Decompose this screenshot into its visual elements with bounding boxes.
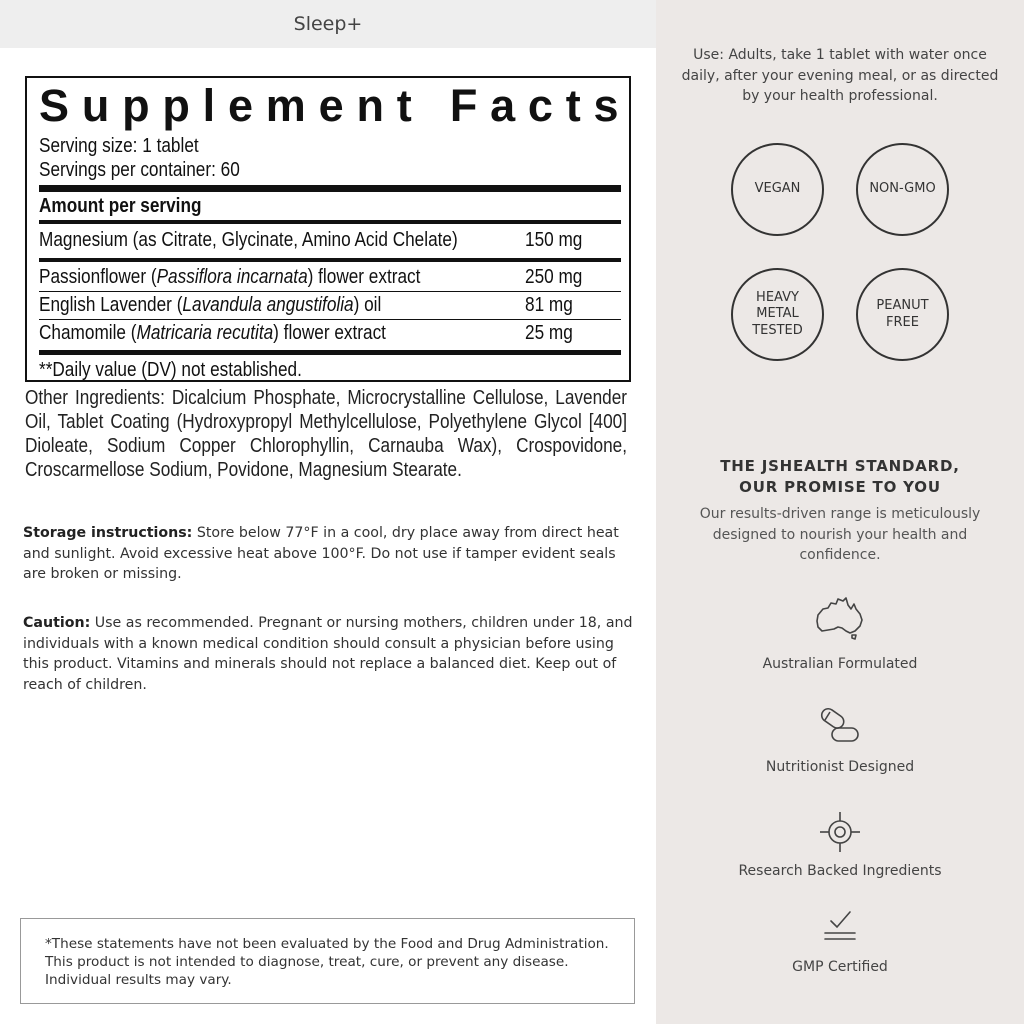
feature-label-research-backed: Research Backed Ingredients: [738, 863, 942, 879]
ingredient-name: Passionflower (Passiflora incarnata) flower extract: [39, 266, 421, 288]
usage-directions: Use: Adults, take 1 tablet with water once daily, after your evening meal, or as directed by your health professional.: [681, 47, 999, 104]
feature-label-nutritionist-designed: Nutritionist Designed: [765, 759, 915, 775]
disclaimer-text: *These statements have not been evaluated by the Food and Drug Administration. This product is not intended to diagnose, treat, cure, or prevent any disease. Individual results may vary.: [45, 936, 609, 988]
caution-body: Use as recommended. Pregnant or nursing mothers, children under 18, and individuals with a known medical condition should consult a physician before using this product. Vitamins and minerals should not replace a balanced diet. Keep out of reach of children.: [23, 615, 633, 693]
standard-title: THE JSHEALTH STANDARD, OUR PROMISE TO YOU: [720, 457, 960, 496]
ingredient-amount: 150 mg: [525, 229, 583, 251]
caution-text: [23, 613, 633, 695]
caution-label: Caution:: [23, 615, 91, 631]
badge-label: HEAVY METAL TESTED: [752, 289, 803, 338]
divider-thick: [39, 185, 621, 192]
feature-label-australian-formulated: Australian Formulated: [762, 656, 918, 672]
checkmark-icon: [820, 908, 860, 944]
ingredient-amount: 250 mg: [525, 266, 583, 288]
ingredient-row: [39, 264, 617, 291]
ingredient-name: Chamomile (Matricaria recutita) flower extract: [39, 322, 386, 344]
supplement-facts-panel: [25, 76, 631, 382]
ingredient-name: Magnesium (as Citrate, Glycinate, Amino Acid Chelate): [39, 229, 458, 251]
divider-medium: [39, 258, 621, 262]
servings-per-container: Servings per container: 60: [39, 159, 240, 181]
non-gmo-badge: [856, 143, 949, 236]
ingredient-name: English Lavender (Lavandula angustifolia) oil: [39, 294, 382, 316]
heavy-metal-tested-badge: [731, 268, 824, 361]
badge-label: PEANUT FREE: [876, 298, 929, 330]
header-bar: [0, 0, 656, 48]
badge-label: VEGAN: [754, 181, 801, 197]
fda-disclaimer: [20, 918, 635, 1004]
daily-value-note: **Daily value (DV) not established.: [39, 359, 302, 381]
storage-label: Storage instructions:: [23, 525, 193, 541]
target-icon: [818, 810, 862, 854]
ingredient-amount: 81 mg: [525, 294, 573, 316]
ingredient-row: [39, 224, 617, 254]
product-title: Sleep+: [293, 13, 363, 35]
badge-label: NON-GMO: [869, 181, 936, 197]
storage-instructions: [23, 523, 633, 585]
ingredient-row: [39, 292, 617, 319]
vegan-badge: [731, 143, 824, 236]
ingredient-row: [39, 320, 617, 347]
standard-description: Our results-driven range is meticulously designed to nourish your health and confidence.: [699, 506, 981, 563]
feature-label-gmp-certified: GMP Certified: [792, 959, 888, 975]
supplement-facts-heading: Supplement Facts: [39, 80, 632, 131]
other-ingredients: Other Ingredients: Dicalcium Phosphate, Microcrystalline Cellulose, Lavender Oil, Tablet Coating (Hydroxypropyl Methylcellulose, Polyethylene Glycol [400] Dioleate, Sodium Copper Chlorophyllin, Carnauba Wax), Crospovidone, Croscarmellose Sodium, Povidone, Magnesium Stearate.: [25, 387, 627, 481]
peanut-free-badge: [856, 268, 949, 361]
amount-per-serving-header: Amount per serving: [39, 195, 202, 217]
serving-size: Serving size: 1 tablet: [39, 135, 199, 157]
storage-text: Store below 77°F in a cool, dry place away from direct heat and sunlight. Avoid excessive heat above 100°F. Do not use if tamper evident seals are broken or missing.: [23, 525, 619, 582]
capsule-icon: [818, 706, 862, 746]
ingredient-amount: 25 mg: [525, 322, 573, 344]
australia-map-icon: [814, 595, 866, 643]
